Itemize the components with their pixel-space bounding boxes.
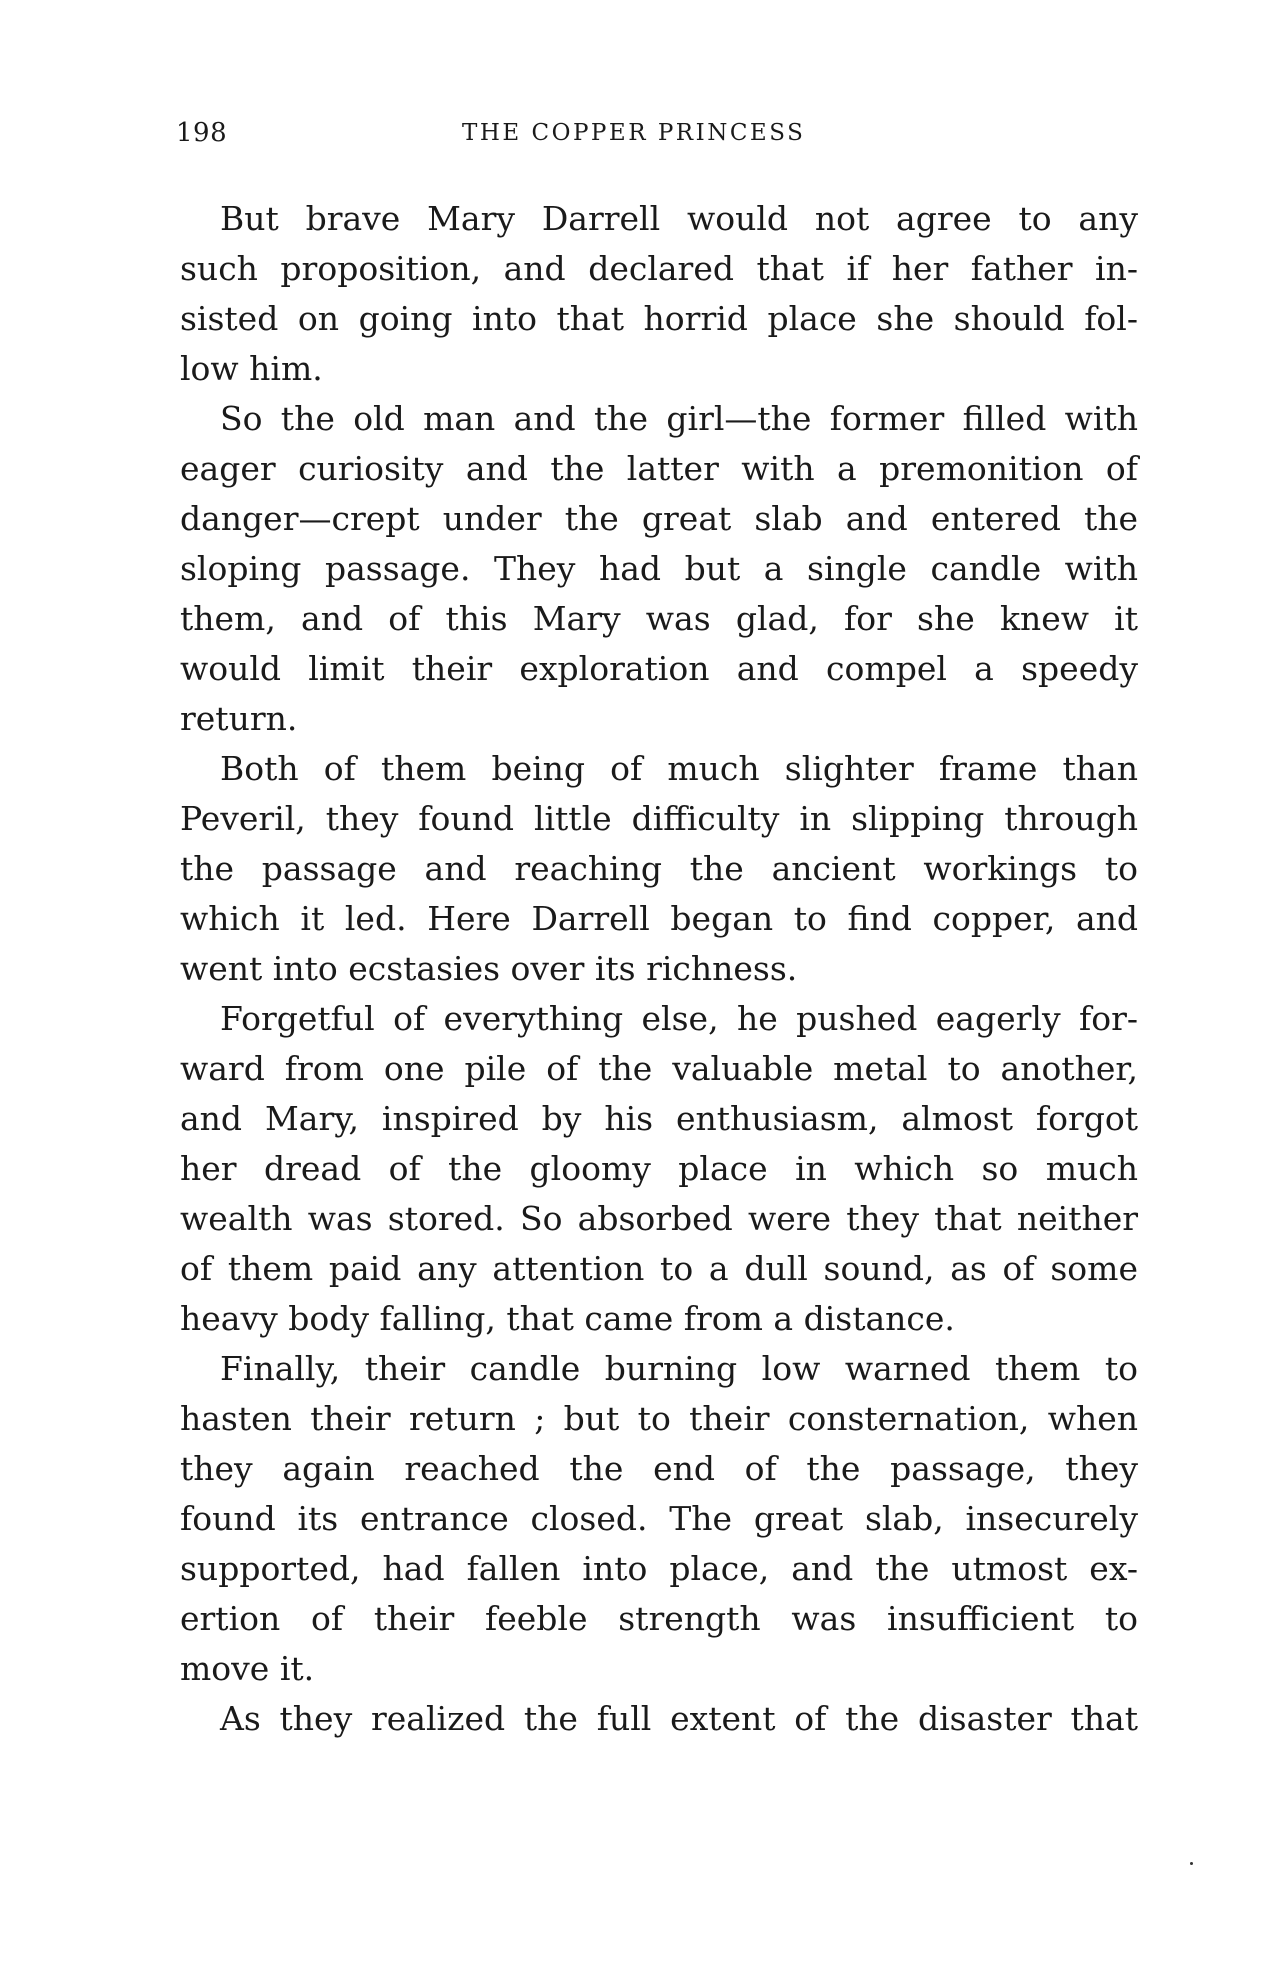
paragraph-4 — [180, 994, 1138, 1344]
text-line: move it. — [180, 1649, 315, 1688]
text-line: such proposition, and declared that if her father in- — [180, 249, 1138, 288]
text-line: found its entrance closed. The great slab, insecurely — [180, 1499, 1138, 1538]
print-speck — [1190, 1862, 1193, 1865]
text-line: Both of them being of much slighter frame than — [220, 749, 1138, 788]
text-line: So the old man and the girl—the former filled with — [220, 399, 1138, 438]
text-line: Finally, their candle burning low warned them to — [220, 1349, 1138, 1388]
text-line: low him. — [180, 349, 323, 388]
text-line: of them paid any attention to a dull sound, as of some — [180, 1249, 1138, 1288]
text-line: danger—crept under the great slab and entered the — [180, 499, 1138, 538]
paragraph-6 — [180, 1694, 1138, 1744]
paragraph-3 — [180, 744, 1138, 994]
text-line: ward from one pile of the valuable metal to another, — [180, 1049, 1138, 1088]
text-line: heavy body falling, that came from a distance. — [180, 1299, 955, 1338]
running-head — [176, 118, 1138, 158]
text-line: wealth was stored. So absorbed were they that neither — [180, 1199, 1138, 1238]
text-line: supported, had fallen into place, and the utmost ex- — [180, 1549, 1138, 1588]
text-line: hasten their return ; but to their consternation, when — [180, 1399, 1138, 1438]
book-title: THE COPPER PRINCESS — [462, 120, 806, 146]
text-line: the passage and reaching the ancient workings to — [180, 849, 1138, 888]
text-line: eager curiosity and the latter with a premonition of — [180, 449, 1138, 488]
text-line: return. — [180, 699, 298, 738]
text-line: ertion of their feeble strength was insufficient to — [180, 1599, 1138, 1638]
text-line: sisted on going into that horrid place she should fol- — [180, 299, 1138, 338]
text-line: sloping passage. They had but a single candle with — [180, 549, 1138, 588]
page-number: 198 — [176, 118, 228, 148]
text-line: As they realized the full extent of the disaster that — [220, 1699, 1138, 1738]
text-line: they again reached the end of the passage, they — [180, 1449, 1138, 1488]
text-line: Forgetful of everything else, he pushed eagerly for- — [220, 999, 1138, 1038]
body-text — [180, 194, 1138, 1744]
text-line: Peveril, they found little difficulty in slipping through — [180, 799, 1138, 838]
paragraph-2 — [180, 394, 1138, 744]
text-line: went into ecstasies over its richness. — [180, 949, 798, 988]
text-line: But brave Mary Darrell would not agree to any — [220, 199, 1138, 238]
text-line: and Mary, inspired by his enthusiasm, almost forgot — [180, 1099, 1138, 1138]
text-line: which it led. Here Darrell began to find copper, and — [180, 899, 1138, 938]
text-line: would limit their exploration and compel a speedy — [180, 649, 1138, 688]
text-line: her dread of the gloomy place in which so much — [180, 1149, 1138, 1188]
paragraph-5 — [180, 1344, 1138, 1694]
text-line: them, and of this Mary was glad, for she knew it — [180, 599, 1138, 638]
paragraph-1 — [180, 194, 1138, 394]
